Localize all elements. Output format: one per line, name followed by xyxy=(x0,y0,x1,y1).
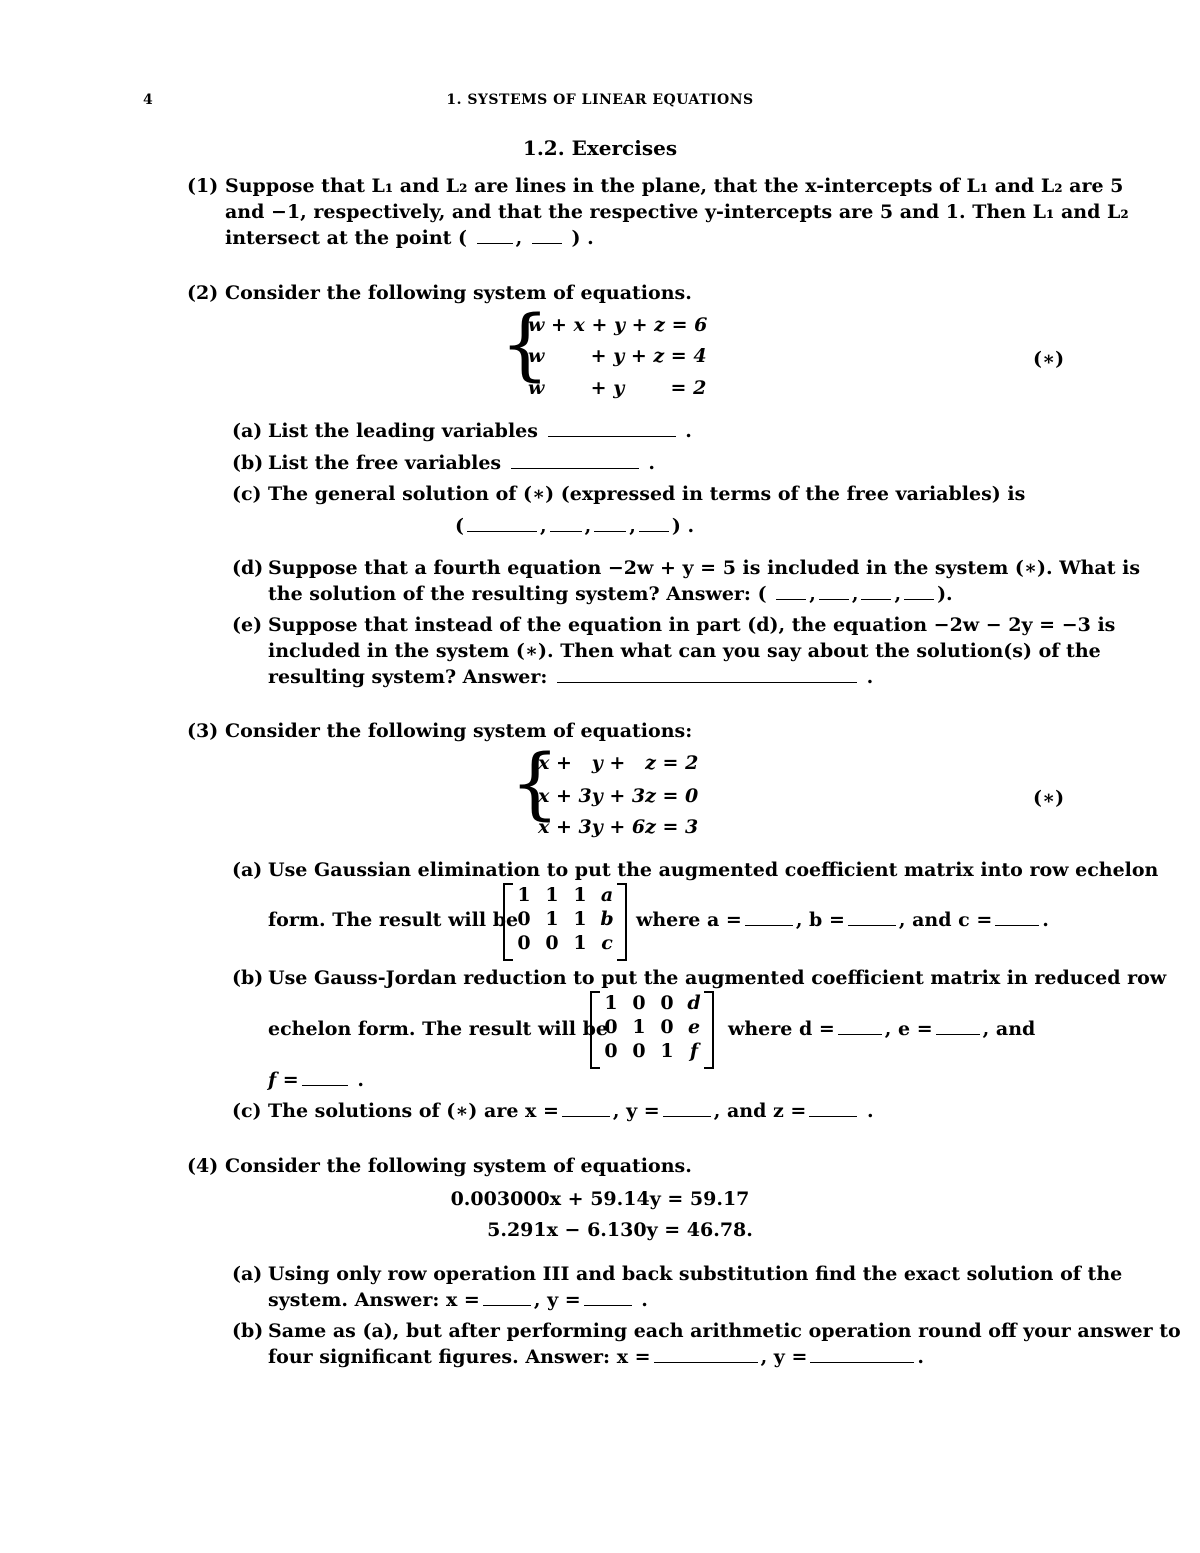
matrix-cell: 1 xyxy=(517,884,531,906)
text: . xyxy=(685,420,692,442)
page-number: 4 xyxy=(143,92,153,108)
matrix-cell: 1 xyxy=(632,1016,646,1038)
equation: w + x + y + z = 6 xyxy=(528,314,708,336)
part-d-line-1: Suppose that a fourth equation −2w + y = 5 is included in the system (∗). What is xyxy=(268,557,1141,579)
exercise-1-line-2: and −1, respectively, and that the respective y-intercepts are 5 and 1. Then L₁ and L₂ xyxy=(225,201,1129,223)
exercise-number: (1) xyxy=(187,175,219,197)
matrix-cell: f xyxy=(689,1040,699,1062)
answer-blank[interactable] xyxy=(467,517,537,532)
answer-blank[interactable] xyxy=(904,585,934,600)
part-b xyxy=(268,452,655,474)
text: system. Answer: x = xyxy=(268,1289,480,1311)
text: , y = xyxy=(760,1346,808,1368)
part-label: (c) xyxy=(232,1100,262,1122)
part-label: (a) xyxy=(232,420,263,442)
part-c: The general solution of (∗) (expressed in terms of the free variables) is xyxy=(268,483,1026,505)
part-label: (a) xyxy=(232,859,263,881)
text: , xyxy=(584,515,592,537)
general-solution xyxy=(455,515,694,537)
matrix-cell: 1 xyxy=(573,884,587,906)
text: where a = xyxy=(636,909,742,931)
equation: w + y = 2 xyxy=(528,377,707,399)
exercise-number: (4) xyxy=(187,1155,219,1177)
answer-blank[interactable] xyxy=(639,517,669,532)
part-a xyxy=(268,420,692,442)
text: List the leading variables xyxy=(268,420,538,442)
matrix-cell: c xyxy=(601,932,613,954)
text: where d = xyxy=(728,1018,835,1040)
part-b-line-1: Same as (a), but after performing each arithmetic operation round off your answer to xyxy=(268,1320,1181,1342)
matrix-cell: 0 xyxy=(660,1016,674,1038)
part-b-where xyxy=(728,1018,1035,1040)
matrix-cell: 0 xyxy=(632,992,646,1014)
text: , y = xyxy=(533,1289,581,1311)
part-label: (b) xyxy=(232,1320,264,1342)
answer-blank[interactable] xyxy=(557,668,857,683)
matrix-cell: d xyxy=(687,992,701,1014)
matrix-cell: 1 xyxy=(573,908,587,930)
equation: 0.003000x + 59.14y = 59.17 xyxy=(450,1188,750,1210)
answer-blank[interactable] xyxy=(548,422,676,437)
text: The solutions of (∗) are x = xyxy=(268,1100,559,1122)
text: . xyxy=(866,1100,874,1122)
matrix-cell: a xyxy=(600,884,614,906)
text: . xyxy=(648,452,655,474)
matrix-cell: 0 xyxy=(517,908,531,930)
answer-blank[interactable] xyxy=(819,585,849,600)
matrix-cell: 1 xyxy=(545,884,559,906)
text: resulting system? Answer: xyxy=(268,666,548,688)
matrix-cell: 0 xyxy=(660,992,674,1014)
matrix-cell: b xyxy=(600,908,614,930)
exercise-1-line-3 xyxy=(225,227,594,249)
left-brace: { xyxy=(500,300,550,390)
part-label: (c) xyxy=(232,483,262,505)
part-d-line-2 xyxy=(268,583,953,605)
answer-blank[interactable] xyxy=(477,229,513,244)
part-label: (e) xyxy=(232,614,263,636)
text: four significant figures. Answer: x = xyxy=(268,1346,651,1368)
matrix-cell: e xyxy=(687,1016,701,1038)
part-e-line-3 xyxy=(268,666,873,688)
matrix-cell: 0 xyxy=(604,1040,618,1062)
answer-blank[interactable] xyxy=(550,517,582,532)
answer-blank[interactable] xyxy=(936,1020,980,1035)
text: List the free variables xyxy=(268,452,502,474)
matrix-cell: 1 xyxy=(604,992,618,1014)
part-c xyxy=(268,1100,874,1122)
answer-blank[interactable] xyxy=(663,1102,711,1117)
exercise-number: (3) xyxy=(187,720,219,742)
part-e-line-1: Suppose that instead of the equation in part (d), the equation −2w − 2y = −3 is xyxy=(268,614,1116,636)
equation: x + y + z = 2 xyxy=(538,752,699,774)
exercise-intro: Consider the following system of equations. xyxy=(225,1155,692,1177)
answer-blank[interactable] xyxy=(776,585,806,600)
exercise-intro: Consider the following system of equations. xyxy=(225,282,692,304)
text: , xyxy=(515,227,523,249)
running-head: 1. SYSTEMS OF LINEAR EQUATIONS xyxy=(446,92,754,108)
answer-blank[interactable] xyxy=(511,454,639,469)
text: intersect at the point ( xyxy=(225,227,468,249)
text: the solution of the resulting system? Answer: ( xyxy=(268,583,767,605)
text: , and c = xyxy=(898,909,993,931)
equation-tag: (∗) xyxy=(1033,787,1065,809)
part-a-line-1: Use Gaussian elimination to put the augmented coefficient matrix into row echelon xyxy=(268,859,1159,881)
matrix-cell: 1 xyxy=(660,1040,674,1062)
equation: 5.291x − 6.130y = 46.78. xyxy=(487,1219,753,1241)
text: ( xyxy=(455,515,464,537)
matrix-cell: 1 xyxy=(545,908,559,930)
text: , and xyxy=(982,1018,1036,1040)
matrix-cell: 1 xyxy=(573,932,587,954)
part-a-pre: form. The result will be xyxy=(268,909,519,931)
text: , xyxy=(851,583,859,605)
text: , xyxy=(629,515,636,537)
answer-blank[interactable] xyxy=(532,229,562,244)
answer-blank[interactable] xyxy=(995,911,1039,926)
answer-blank[interactable] xyxy=(838,1020,882,1035)
answer-blank[interactable] xyxy=(483,1291,531,1306)
text: , y = xyxy=(612,1100,660,1122)
answer-blank[interactable] xyxy=(745,911,793,926)
exercise-number: (2) xyxy=(187,282,219,304)
left-brace: { xyxy=(510,739,560,829)
text: . xyxy=(1042,909,1049,931)
equation: x + 3y + 6z = 3 xyxy=(538,816,699,838)
text: , xyxy=(540,515,547,537)
text: , e = xyxy=(884,1018,933,1040)
text: . xyxy=(866,666,874,688)
matrix-cell: 0 xyxy=(632,1040,646,1062)
equation: w + y + z = 4 xyxy=(528,345,707,367)
text: ) . xyxy=(671,515,695,537)
answer-blank[interactable] xyxy=(810,1348,914,1363)
matrix-cell: 0 xyxy=(545,932,559,954)
exercise-1-line-1: Suppose that L₁ and L₂ are lines in the plane, that the x-intercepts of L₁ and L₂ are 5 xyxy=(225,175,1124,197)
part-a-line-1: Using only row operation III and back substitution find the exact solution of the xyxy=(268,1263,1123,1285)
part-label: (b) xyxy=(232,452,264,474)
answer-blank[interactable] xyxy=(861,585,891,600)
answer-blank[interactable] xyxy=(302,1071,348,1086)
text: ). xyxy=(937,583,953,605)
matrix-cell: 0 xyxy=(517,932,531,954)
text: , xyxy=(809,583,816,605)
part-b-pre: echelon form. The result will be xyxy=(268,1018,608,1040)
exercise-intro: Consider the following system of equations: xyxy=(225,720,693,742)
answer-blank[interactable] xyxy=(654,1348,758,1363)
part-a-line-2 xyxy=(268,1289,648,1311)
equation: x + 3y + 3z = 0 xyxy=(538,785,699,807)
part-b-f xyxy=(268,1069,364,1091)
text: f = xyxy=(268,1069,299,1091)
part-label: (d) xyxy=(232,557,264,579)
text: . xyxy=(357,1069,364,1091)
part-label: (a) xyxy=(232,1263,263,1285)
equation-tag: (∗) xyxy=(1033,348,1065,370)
answer-blank[interactable] xyxy=(584,1291,632,1306)
answer-blank[interactable] xyxy=(848,911,896,926)
part-b-line-2 xyxy=(268,1346,924,1368)
row-echelon-matrix xyxy=(503,883,627,957)
part-a-where xyxy=(636,909,1049,931)
text: , and z = xyxy=(713,1100,807,1122)
section-title: 1.2. Exercises xyxy=(522,136,678,160)
text: . xyxy=(917,1346,924,1368)
part-e-line-2: included in the system (∗). Then what can you say about the solution(s) of the xyxy=(268,640,1101,662)
reduced-row-echelon-matrix xyxy=(590,991,714,1065)
text: , xyxy=(894,583,902,605)
text: ) . xyxy=(571,227,594,249)
answer-blank[interactable] xyxy=(562,1102,610,1117)
matrix-cell: 0 xyxy=(604,1016,618,1038)
part-label: (b) xyxy=(232,967,264,989)
answer-blank[interactable] xyxy=(594,517,626,532)
text: , b = xyxy=(795,909,845,931)
answer-blank[interactable] xyxy=(809,1102,857,1117)
part-b-line-1: Use Gauss-Jordan reduction to put the augmented coefficient matrix in reduced row xyxy=(268,967,1167,989)
text: . xyxy=(641,1289,648,1311)
